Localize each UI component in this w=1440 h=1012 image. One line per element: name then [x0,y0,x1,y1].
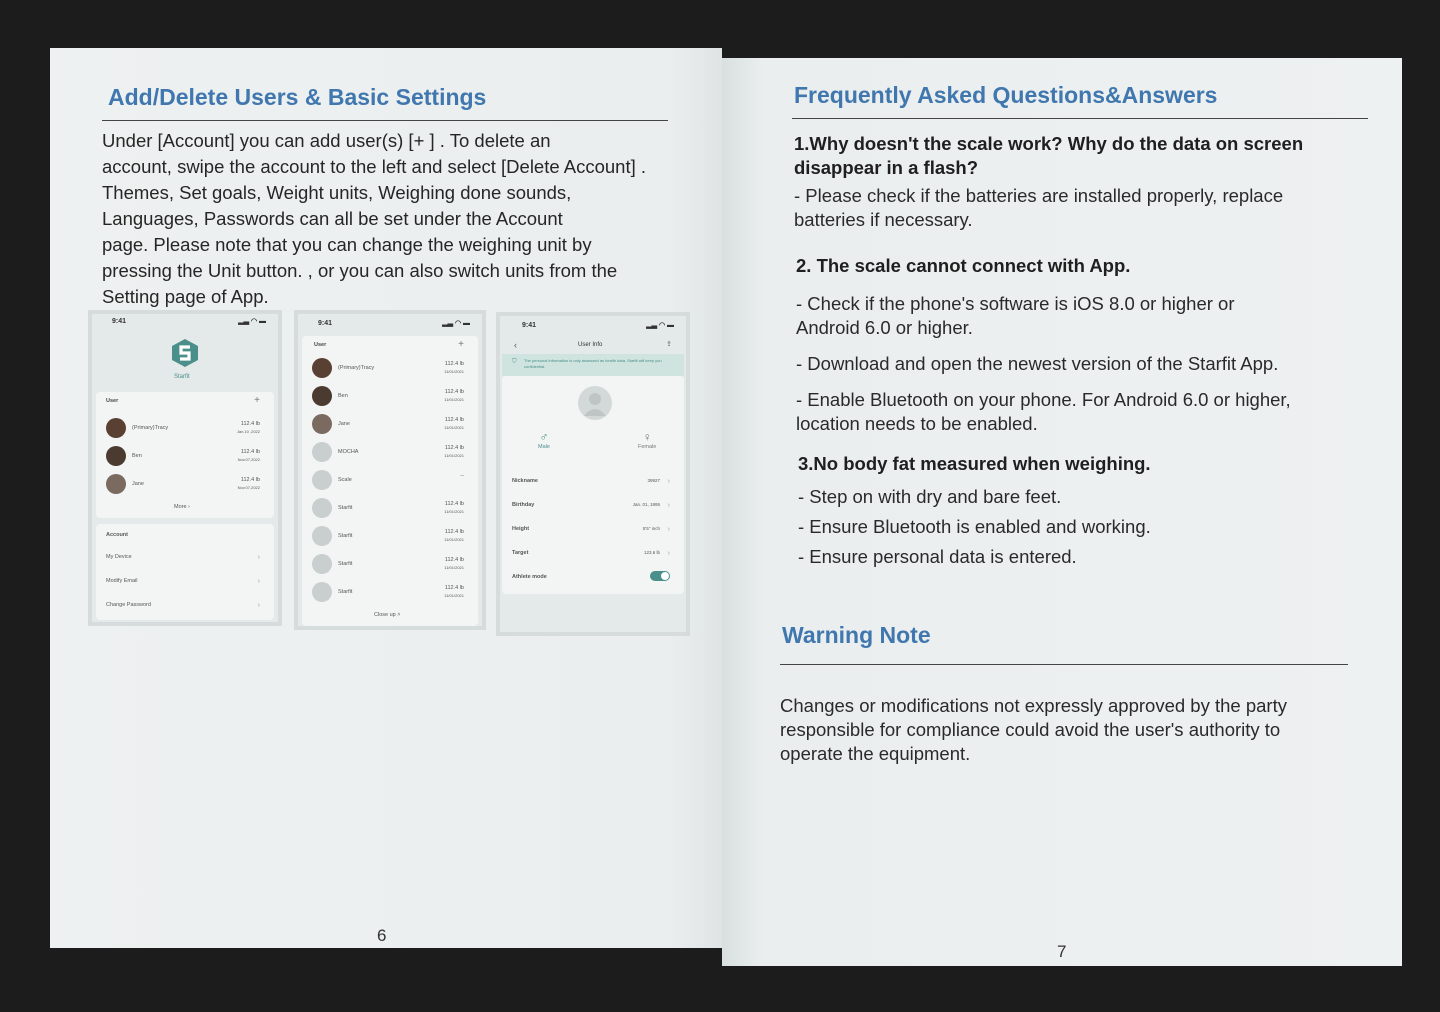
user-header: User [314,342,327,348]
avatar [312,554,332,574]
faq-answer-3: - Step on with dry and bare feet. - Ensure Bluetooth is enabled and working. - Ensure personal data is entered. [798,486,1151,567]
chevron-right-icon: › [667,550,670,557]
user-info-card [502,376,684,594]
gender-female-option[interactable]: ♀ Female [638,430,657,450]
screen-title: User Info [578,342,603,348]
close-up-button[interactable]: Close up ˄ [374,612,401,618]
chevron-right-icon: › [257,554,260,561]
avatar[interactable] [578,386,612,420]
notice-banner [502,354,684,376]
male-icon: ♂ [539,430,549,444]
paragraph-line: account, swipe the account to the left and select [Delete Account] . [102,156,647,177]
user-name: Starfit [338,533,353,539]
share-icon[interactable]: ⇪ [666,341,672,348]
list-item[interactable] [106,474,260,496]
list-item[interactable] [312,414,464,436]
user-header: User [106,398,119,404]
field-target[interactable]: Target 123.6 lb › [512,550,670,557]
user-weight: 112.4 lb 11/01/2021 [444,389,464,402]
chevron-right-icon: › [188,504,190,510]
paragraph-line: Under [Account] you can add user(s) [+ ] . To delete an [102,130,551,151]
app-screenshot-user-list [294,310,486,630]
faq-answer-2-download: - Download and open the newest version of the Starfit App. [796,353,1279,374]
status-icons: ▂▃ ◠ ▬ [646,322,674,329]
list-item[interactable] [312,498,464,520]
user-weight: 112.4 lb 11/01/2021 [444,529,464,542]
warning-paragraph: Changes or modifications not expressly approved by the party responsible for compliance could avoid the user's authority to operate the equipment. [780,695,1287,764]
user-weight: 112.4 lb 11/01/2021 [444,445,464,458]
user-name: Starfit [338,589,353,595]
list-item[interactable] [312,582,464,604]
faq-question-2: 2. The scale cannot connect with App. [796,255,1131,276]
user-weight: 112.4 lb 11/01/2021 [444,417,464,430]
account-header: Account [106,532,128,538]
section-title-faq: Frequently Asked Questions&Answers [794,82,1218,108]
page-number: 7 [1057,942,1067,961]
paragraph-line: Languages, Passwords can all be set under the Account [102,208,563,229]
right-page [722,58,1402,966]
user-weight: 112.4 lb Jan.10 ,2022 [236,421,260,434]
user-name: Jane [132,481,144,487]
user-weight: 112.4 lb Nov.07,2022 [237,449,260,462]
page-number: 6 [377,926,387,945]
section-title-add-delete-users: Add/Delete Users & Basic Settings [108,84,487,110]
user-weight: -- [460,473,464,479]
list-item[interactable] [106,446,260,468]
user-name: Ben [132,453,142,459]
instructions-paragraph [102,128,702,310]
user-name: Starfit [338,505,353,511]
athlete-mode-row: Athlete mode [512,574,670,580]
chevron-up-icon: ˄ [397,612,401,618]
list-item[interactable] [312,526,464,548]
female-icon: ♀ [642,430,652,444]
user-name: MOCHA [338,449,359,455]
chevron-right-icon: › [667,526,670,533]
faq-question-1: 1.Why doesn't the scale work? Why do the data on screen disappear in a flash? [794,133,1304,178]
user-list-card [302,336,478,626]
list-item[interactable] [312,358,464,380]
avatar [312,526,332,546]
chevron-right-icon: › [257,578,260,585]
status-icons: ▂▃ ◠ ▬ [238,318,266,325]
field-birthday[interactable]: Birthday Jan. 01, 1995 › [512,502,670,509]
faq-question-3: 3.No body fat measured when weighing. [798,453,1151,474]
more-button[interactable]: More › [174,504,190,510]
list-item[interactable] [312,386,464,408]
user-card [96,392,274,518]
starfit-logo-icon [170,338,200,368]
menu-item-modify-email[interactable]: Modify Email › [106,578,260,585]
user-name: Jane [338,421,350,427]
account-menu [96,524,274,620]
status-time: 9:41 [318,320,333,327]
back-arrow-icon[interactable]: ‹ [514,340,517,350]
user-weight: 112.4 lb 11/01/2021 [444,361,464,374]
app-screenshot-user-info [496,312,690,636]
avatar [312,442,332,462]
user-name: (Primary)Tracy [132,425,169,431]
user-name: Ben [338,393,348,399]
avatar [106,418,126,438]
user-weight: 112.4 lb Nov.07,2022 [237,477,260,490]
user-name: (Primary)Tracy [338,365,375,371]
user-name: Scale [338,477,352,483]
faq-answer-2-software: - Check if the phone's software is iOS 8.0 or higher or Android 6.0 or higher. [796,293,1235,338]
shield-icon: ⛉ [512,359,517,365]
status-time: 9:41 [522,322,537,329]
user-weight: 112.4 lb 11/01/2021 [444,557,464,570]
logo-text: Starfit [174,374,190,380]
avatar [312,358,332,378]
faq-answer-2-bluetooth: - Enable Bluetooth on your phone. For Android 6.0 or higher, location needs to be enabled. [796,389,1291,434]
avatar [106,474,126,494]
app-screenshot-account [88,310,282,626]
user-name: Starfit [338,561,353,567]
avatar [106,446,126,466]
menu-item-change-password[interactable]: Change Password › [106,602,260,609]
gender-male-option[interactable]: ♂ Male [538,430,550,450]
title-rule [792,118,1368,119]
status-time: 9:41 [112,318,127,325]
section-title-warning: Warning Note [782,622,931,648]
faq-answer-1: - Please check if the batteries are installed properly, replace batteries if necessary. [794,185,1284,230]
field-height[interactable]: Height 5'5'' inch › [512,526,670,533]
avatar [312,582,332,602]
avatar [312,386,332,406]
title-rule [102,120,668,121]
paragraph-line: page. Please note that you can change the weighing unit by [102,234,592,255]
user-weight: 112.4 lb 11/01/2021 [444,501,464,514]
status-icons: ▂▃ ◠ ▬ [442,320,470,327]
paragraph-line: Setting page of App. [102,286,269,307]
athlete-mode-toggle[interactable] [650,571,670,581]
add-user-button[interactable]: + [458,339,464,350]
list-item[interactable] [312,442,464,464]
avatar [312,414,332,434]
warning-rule [780,664,1348,665]
notice-text: The personal information is only assessed as health data, Starfit will keep you confidential. [524,358,662,369]
field-nickname[interactable]: Nickname 39927 › [512,478,670,485]
chevron-right-icon: › [257,602,260,609]
user-weight: 112.4 lb 11/01/2021 [444,585,464,598]
avatar [312,498,332,518]
paragraph-line: Themes, Set goals, Weight units, Weighing done sounds, [102,182,572,203]
list-item[interactable] [312,470,464,492]
add-user-button[interactable]: + [254,395,260,406]
paragraph-line: pressing the Unit button. , or you can also switch units from the [102,260,618,281]
list-item[interactable] [312,554,464,576]
chevron-right-icon: › [667,502,670,509]
chevron-right-icon: › [667,478,670,485]
list-item[interactable] [106,418,260,440]
left-page [50,48,722,948]
menu-item-my-device[interactable]: My Device › [106,554,260,561]
avatar [312,470,332,490]
